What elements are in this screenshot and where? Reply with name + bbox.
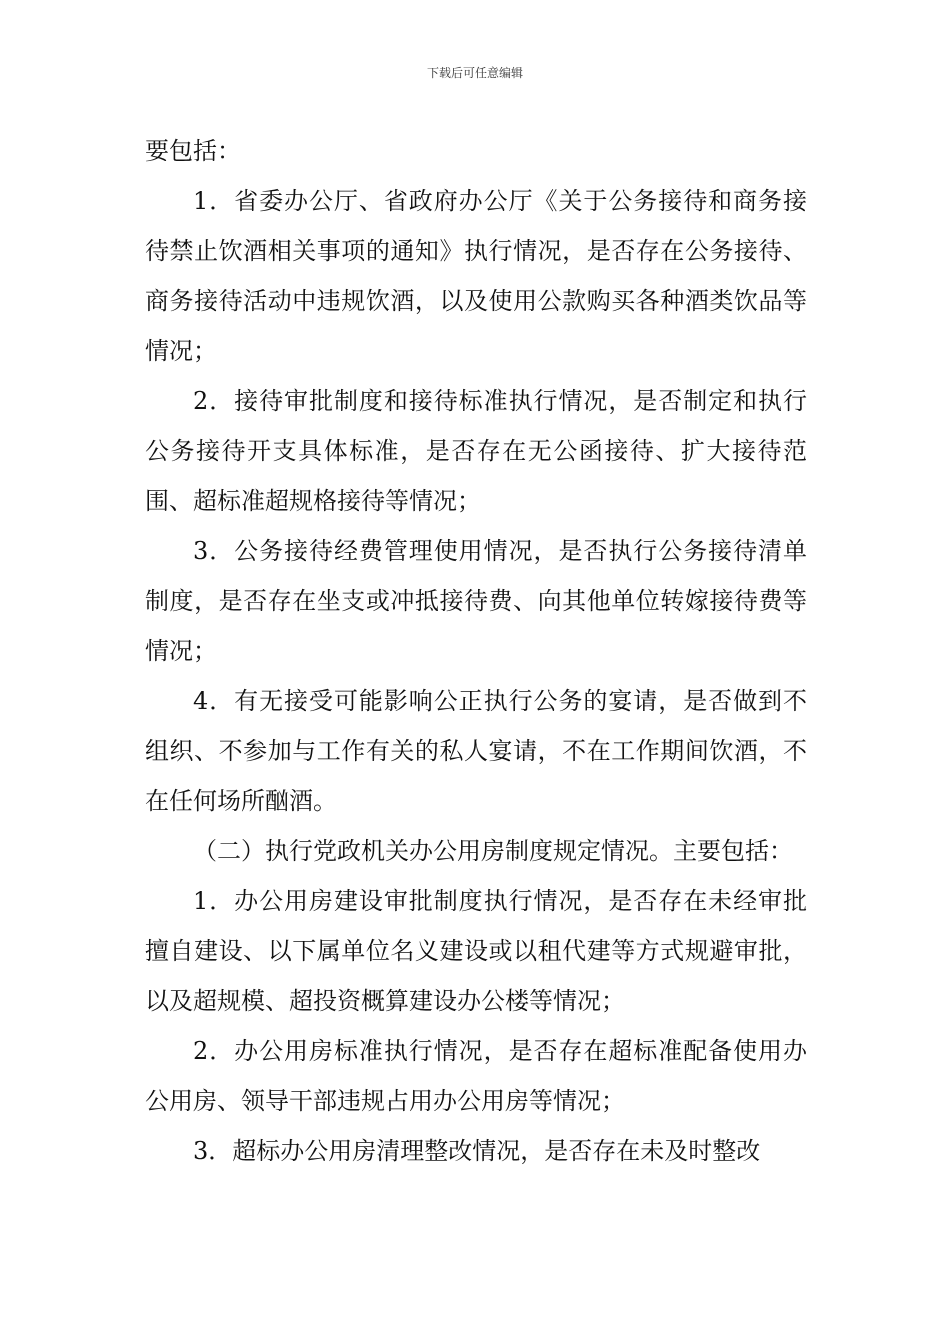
paragraph-office-item-2: 2．办公用房标准执行情况，是否存在超标准配备使用办公用房、领导干部违规占用办公用房等情况； (145, 1037, 807, 1115)
document-body (145, 126, 807, 1176)
paragraph-item-3: 3．公务接待经费管理使用情况，是否执行公务接待清单制度，是否存在坐支或冲抵接待费、向其他单位转嫁接待费等情况； (145, 537, 807, 665)
paragraph-office-item-1: 1．办公用房建设审批制度执行情况，是否存在未经审批擅自建设、以下属单位名义建设或以租代建等方式规避审批，以及超规模、超投资概算建设办公楼等情况； (145, 887, 807, 1015)
paragraph-item-2: 2．接待审批制度和接待标准执行情况，是否制定和执行公务接待开支具体标准，是否存在无公函接待、扩大接待范围、超标准超规格接待等情况； (145, 387, 807, 515)
paragraph-item-1: 1．省委办公厅、省政府办公厅《关于公务接待和商务接待禁止饮酒相关事项的通知》执行情况，是否存在公务接待、商务接待活动中违规饮酒，以及使用公款购买各种酒类饮品等情况； (145, 187, 807, 365)
section-heading-2: （二）执行党政机关办公用房制度规定情况。主要包括： (193, 837, 793, 865)
paragraph-office-item-3: 3．超标办公用房清理整改情况，是否存在未及时整改 (193, 1137, 761, 1165)
page-header: 下载后可任意编辑 (426, 66, 523, 80)
paragraph-item-4: 4．有无接受可能影响公正执行公务的宴请，是否做到不组织、不参加与工作有关的私人宴请，不在工作期间饮酒，不在任何场所酗酒。 (145, 687, 807, 815)
paragraph-intro: 要包括： (145, 137, 241, 165)
